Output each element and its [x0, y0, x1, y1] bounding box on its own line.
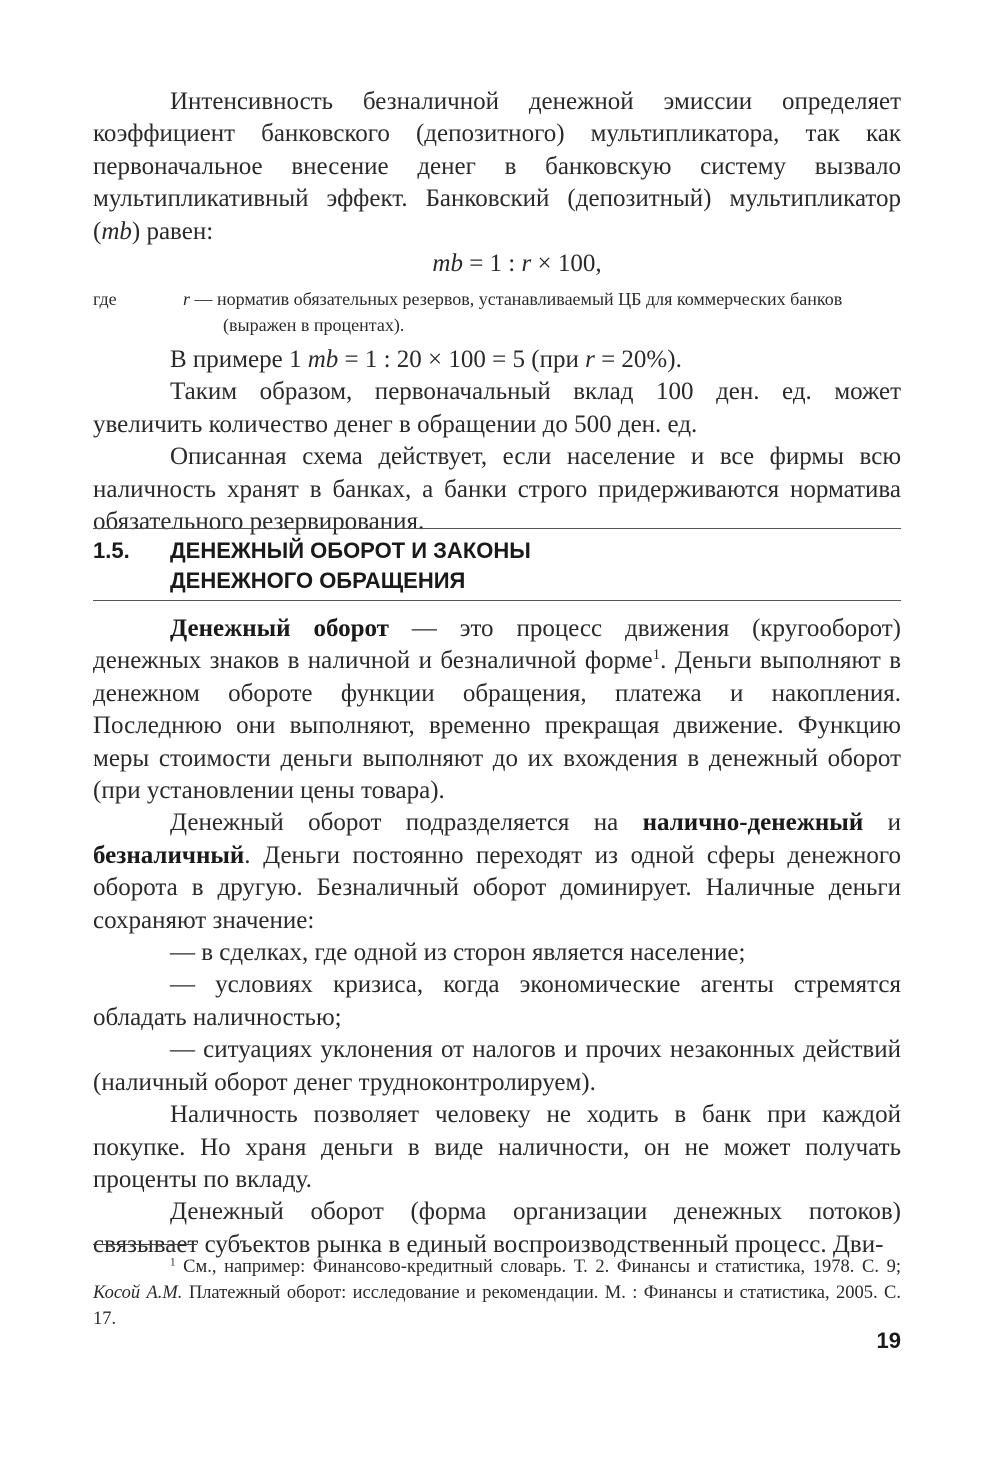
footnote: $^1$ См., например: Финансово-кредитный словарь. Т. 2. Финансы и статистика, 1978. С. 9; Косой А.М. Платежный оборот: исследование и рекомендации. М. : Финансы и статистика, 2005. С. 17.: [93, 1256, 901, 1329]
section-bottom-rule: [93, 600, 901, 601]
body-text-block: [93, 613, 901, 1261]
paragraph-example: В примере 1 mb = 1 : 20 × 100 = 5 (при r = 20%).: [170, 346, 682, 374]
formula-legend: [93, 286, 901, 338]
section-number: 1.5.: [93, 538, 130, 563]
list-item: — в сделках, где одной из сторон является население;: [170, 939, 746, 967]
list-item: — условиях кризиса, когда экономические агенты стремятся обладать наличностью;: [93, 971, 901, 1031]
paragraph-types: Денежный оборот подразделяется на налично-денежный и безналичный. Деньги постоянно переходят из одной сферы денежного оборота в другую. Безналичный оборот доминирует. Наличные деньги сохраняют значение:: [93, 809, 901, 934]
formula-multiplier: mb = 1 : r × 100,: [432, 250, 602, 278]
where-definition: r — норматив обязательных резервов, устанавливаемый ЦБ для коммерческих банков (выражен в процентах).: [183, 289, 843, 336]
section-top-rule: [93, 528, 901, 529]
section-title-line-2: ДЕНЕЖНОГО ОБРАЩЕНИЯ: [170, 568, 466, 593]
footnote-separator: [93, 1244, 197, 1245]
paragraph-multiplier: Интенсивность безналичной денежной эмиссии определяет коэффициент банковского (депозитного) мультипликатора, так как первоначальное внесение денег в банковскую систему вызвало мультипликативный эффект. Банковский (депозитный) мультипликатор (mb) равен:: [93, 88, 901, 245]
where-label: где: [93, 289, 117, 310]
footnote-mark: 1: [170, 1256, 176, 1269]
section-heading: [93, 536, 901, 596]
section-title-line-1: ДЕНЕЖНЫЙ ОБОРОТ И ЗАКОНЫ: [170, 538, 531, 563]
page-number: 19: [876, 1328, 901, 1353]
list-item: — ситуациях уклонения от налогов и прочих незаконных действий (наличный оборот денег трудноконтролируем).: [93, 1036, 901, 1096]
paragraph-scheme: Описанная схема действует, если население и все фирмы всю наличность хранят в банках, а банки строго придерживаются норматива обязательного резервирования.: [93, 443, 901, 536]
paragraph-conclusion: Таким образом, первоначальный вклад 100 ден. ед. может увеличить количество денег в обращении до 500 ден. ед.: [93, 378, 901, 438]
paragraph-flows: Денежный оборот (форма организации денежных потоков) связывает субъектов рынка в единый воспроизводственный процесс. Дви-: [93, 1198, 901, 1258]
paragraph-definition: Денежный оборот — это процесс движения (кругооборот) денежных знаков в наличной и безналичной форме$^1$. Деньги выполняют в денежном обороте функции обращения, платежа и накопления. Последнюю они выполняют, временно прекращая движение. Функцию меры стоимости деньги выполняют до их вхождения в денежный оборот (при установлении цены товара).: [93, 615, 902, 805]
footnote-reference: 1: [652, 647, 661, 664]
paragraph-cash: Наличность позволяет человеку не ходить в банк при каждой покупке. Но храня деньги в виде наличности, он не может получать проценты по вкладу.: [93, 1101, 901, 1193]
top-text-block: [93, 86, 901, 538]
